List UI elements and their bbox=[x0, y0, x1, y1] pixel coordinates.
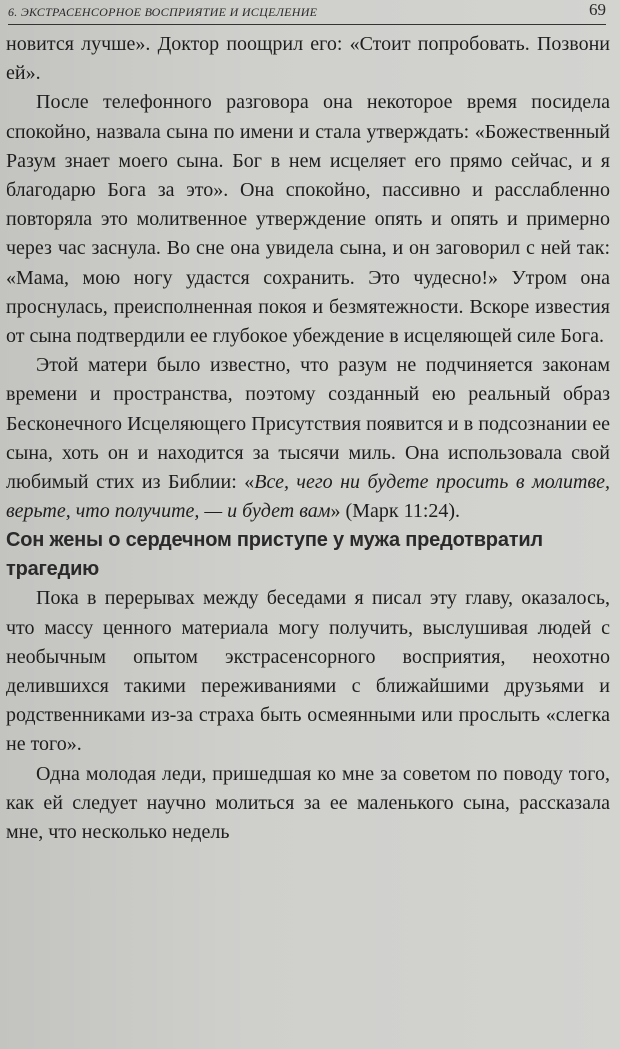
paragraph-2: После телефонного разговора она некоторое время посидела спокойно, назвала сына по имени и стала утверждать: «Божественный Разум знает моего сына. Бог в нем исцеляет его прямо сейчас, и я благодарю Бога за это». Она спокойно, пассивно и расслабленно повторяла это молитвенное утверждение опять и опять и примерно через час заснула. Во сне она увидела сына, и он заговорил с ней так: «Мама, мою ногу удастся сохранить. Это чудесно!» Утром она проснулась, преисполненная покоя и безмятежности. Вскоре известия от сына подтвердили ее глубокое убеждение в исцеляющей силе Бога. bbox=[6, 91, 610, 348]
paragraph-3 bbox=[6, 351, 610, 526]
paragraph-4: Пока в перерывах между беседами я писал эту главу, оказалось, что массу ценного материала могу получить, выслушивая людей с необычным опытом экстрасенсорного восприятия, неохотно делившихся такими переживаниями с ближайшими друзьями и родственниками из-за страха быть осмеянными или прослыть «слегка не того». bbox=[6, 587, 610, 756]
page-number: 69 bbox=[589, 0, 606, 19]
bible-quote: Все, чего ни будете просить в молитве, верьте, что получите, — и будет вам bbox=[6, 471, 610, 523]
section-heading: Сон жены о сердечном приступе у мужа предотвратил трагедию bbox=[6, 529, 543, 581]
paragraph-5: Одна молодая леди, пришедшая ко мне за советом по поводу того, как ей следует научно молиться за ее маленького сына, рассказала мне, что несколько недель bbox=[6, 762, 610, 844]
paragraph-1: новится лучше». Доктор поощрил его: «Стоит попробовать. Позвони ей». bbox=[6, 33, 610, 85]
paragraph-3-start: Этой матери было известно, что разум не подчиняется законам времени и пространства, поэтому созданный ею реальный образ Бесконечного Исцеляющего Присутствия появится и в подсознании ее сына, хоть он и находится за тысячи миль. Она использовала свой любимый стих из Библии: « bbox=[6, 354, 610, 494]
running-header bbox=[8, 2, 606, 25]
paragraph-3-end: » (Марк 11:24). bbox=[330, 500, 461, 523]
page-body bbox=[6, 30, 610, 847]
running-title: 6. ЭКСТРАСЕНСОРНОЕ ВОСПРИЯТИЕ И ИСЦЕЛЕНИЕ bbox=[8, 5, 318, 19]
